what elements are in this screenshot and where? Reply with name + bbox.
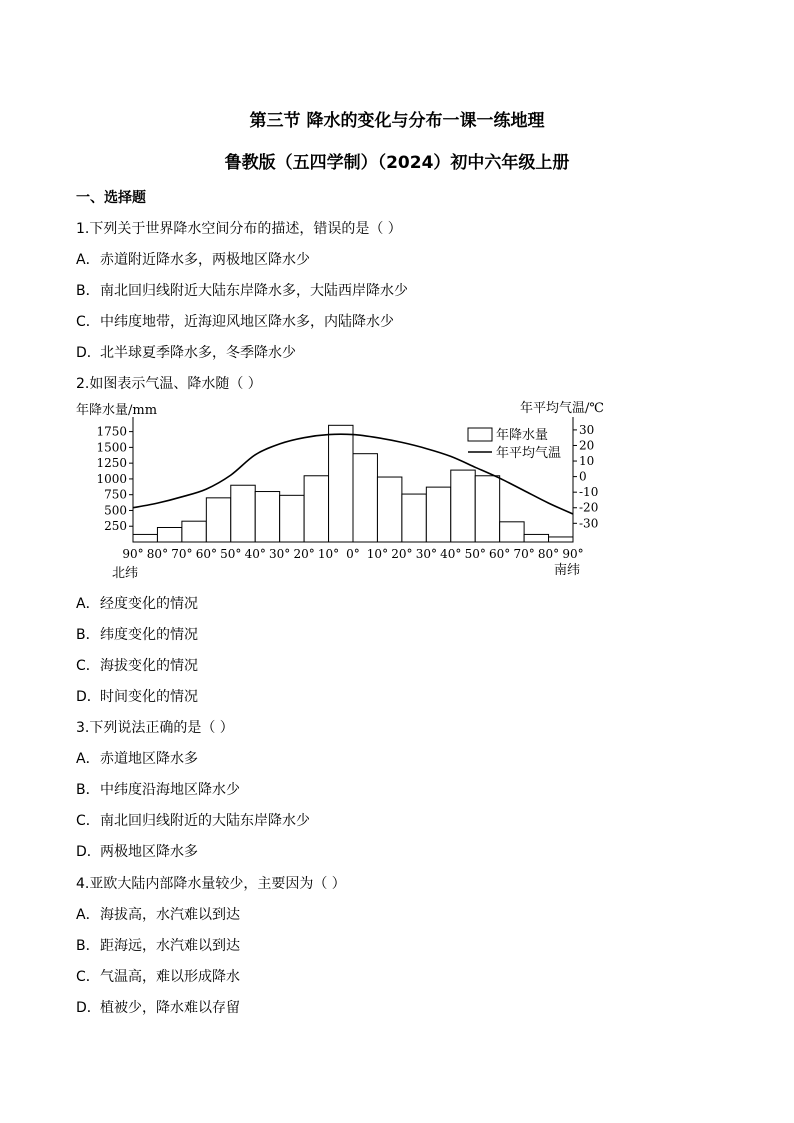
question-4-stem: 4.亚欧大陆内部降水量较少，主要因为（ ） [76,876,346,892]
option-text: 中纬度地带，近海迎风地区降水多，内陆降水少 [100,314,394,330]
x-tick-label: 40° [244,547,266,561]
option-text: 中纬度沿海地区降水少 [100,782,240,798]
left-tick-label: 250 [104,519,127,534]
x-tick-label: 70° [513,547,535,561]
x-tick-label: 20° [293,547,315,561]
legend-line-label: 年平均气温 [496,446,562,461]
option-letter: B． [76,627,100,643]
right-tick-label: 0 [579,469,587,484]
right-tick-label: 20 [579,438,595,453]
option-letter: A． [76,596,100,612]
left-axis-label: 年降水量/mm [76,403,158,418]
option-text: 距海远，水汽难以到达 [100,938,240,954]
option-text: 赤道地区降水多 [100,751,198,767]
legend-bar-swatch [468,428,492,441]
right-tick-label: -10 [579,485,599,500]
x-tick-label: 30° [269,547,291,561]
left-tick-label: 1000 [96,471,127,486]
question-1-option-a [76,249,310,269]
question-4-option-b [76,935,240,955]
precipitation-bar [280,495,304,542]
option-letter: A． [76,252,100,268]
option-letter: D． [76,844,101,860]
question-3-option-d [76,841,198,861]
precipitation-bar [182,521,206,542]
option-letter: D． [76,345,101,361]
option-text: 时间变化的情况 [100,689,198,705]
precipitation-bar [206,498,230,542]
precipitation-bar [524,534,548,542]
option-letter: C． [76,969,100,985]
left-tick-label: 1500 [96,440,127,455]
question-1-option-c [76,311,394,331]
option-text: 经度变化的情况 [100,596,198,612]
x-tick-label: 0° [346,547,360,561]
question-3-option-a [76,748,198,768]
question-1-option-b [76,280,408,300]
option-letter: B． [76,938,100,954]
left-tick-label: 1750 [96,424,127,439]
x-tick-label: 30° [415,547,437,561]
option-text: 南北回归线附近大陆东岸降水多，大陆西岸降水少 [100,283,408,299]
x-tick-label: 90° [122,547,144,561]
x-tick-label: 80° [146,547,169,561]
option-text: 植被少，降水难以存留 [100,1000,240,1016]
option-text: 气温高，难以形成降水 [100,969,240,985]
left-tick-label: 1250 [96,456,127,471]
question-3-option-c [76,810,310,830]
x-tick-label: 90° [562,547,584,561]
precipitation-bar [500,522,524,542]
precipitation-bar [255,492,279,542]
right-axis-label: 年平均气温/℃ [520,401,604,416]
x-tick-label: 80° [537,547,560,561]
question-2-option-d [76,686,198,706]
option-letter: C． [76,658,100,674]
x-tick-label: 10° [366,547,389,561]
question-4-option-c [76,966,240,986]
x-tick-label: 10° [317,547,340,561]
precipitation-bar [157,527,181,542]
precipitation-bar [451,470,475,542]
question-2-stem: 2.如图表示气温、降水随（ ） [76,376,262,392]
x-tick-label: 50° [220,547,242,561]
precipitation-bar [353,454,377,542]
precipitation-bar [304,476,328,542]
right-tick-label: 10 [579,454,595,469]
question-2-option-a [76,593,198,613]
legend-bar-label: 年降水量 [496,428,549,443]
question-3-option-b [76,779,240,799]
option-letter: C． [76,813,100,829]
question-1-option-d [76,342,296,362]
option-text: 北半球夏季降水多，冬季降水少 [100,345,296,361]
question-2-option-b [76,624,198,644]
option-text: 两极地区降水多 [100,844,198,860]
left-tick-label: 750 [104,487,127,502]
question-2-option-c [76,655,198,675]
question-3-stem: 3.下列说法正确的是（ ） [76,720,234,736]
option-letter: A． [76,751,100,767]
north-latitude-label: 北纬 [112,566,139,581]
precipitation-bar [231,485,255,542]
document-subtitle: 鲁教版（五四学制）（2024）初中六年级上册 [224,153,570,173]
document-title: 第三节 降水的变化与分布一课一练地理 [249,111,545,131]
right-tick-label: -30 [579,516,599,531]
precipitation-bar [133,534,157,542]
option-letter: C． [76,314,100,330]
x-tick-label: 60° [489,547,511,561]
left-tick-label: 500 [104,503,127,518]
x-tick-label: 40° [440,547,462,561]
option-letter: A． [76,907,100,923]
option-text: 纬度变化的情况 [100,627,198,643]
question-4-option-d [76,997,240,1017]
right-tick-label: -20 [579,500,599,515]
option-letter: B． [76,782,100,798]
option-letter: B． [76,283,100,299]
section-heading: 一、选择题 [76,190,146,206]
x-tick-label: 60° [195,547,217,561]
option-letter: D． [76,689,101,705]
precipitation-bar [426,487,450,542]
x-tick-label: 70° [171,547,193,561]
option-text: 海拔变化的情况 [100,658,198,674]
x-tick-label: 50° [464,547,486,561]
option-text: 南北回归线附近的大陆东岸降水少 [100,813,310,829]
precipitation-bar [475,476,499,542]
question-1-stem: 1.下列关于世界降水空间分布的描述，错误的是（ ） [76,221,402,237]
option-text: 赤道附近降水多，两极地区降水少 [100,252,310,268]
latitude-climate-chart [70,397,630,582]
precipitation-bar [549,537,573,542]
question-4-option-a [76,904,240,924]
option-text: 海拔高，水汽难以到达 [100,907,240,923]
option-letter: D． [76,1000,101,1016]
right-tick-label: 30 [579,422,595,437]
precipitation-bar [329,425,353,542]
x-tick-label: 20° [391,547,413,561]
precipitation-bar [402,494,426,542]
south-latitude-label: 南纬 [554,563,581,578]
precipitation-bar [377,477,401,542]
